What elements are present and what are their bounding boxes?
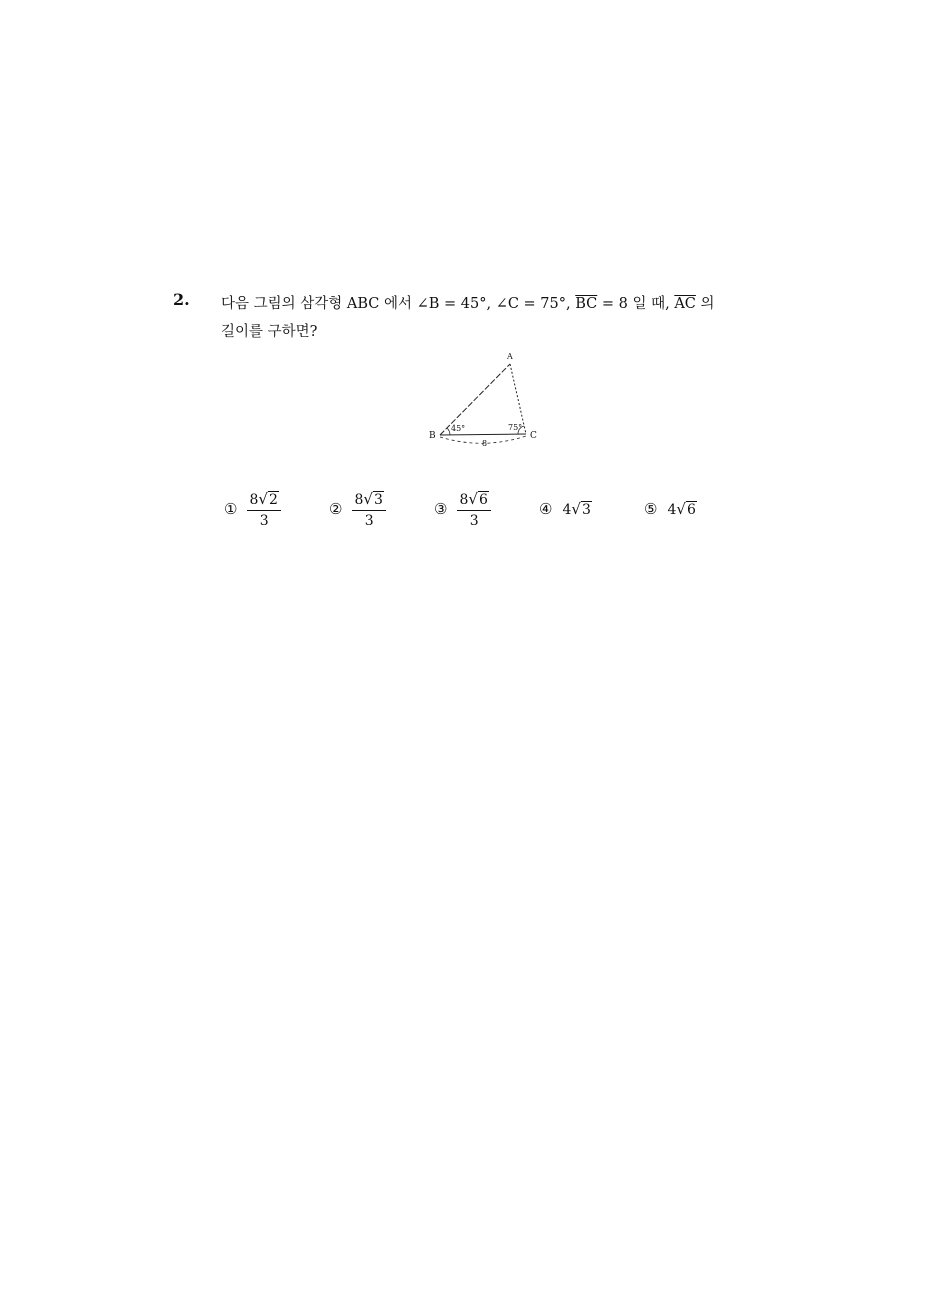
sqrt-icon: √ bbox=[571, 500, 581, 518]
choice-1-fraction bbox=[247, 490, 280, 529]
question-text bbox=[221, 290, 761, 346]
choice-5-coef: 4 bbox=[667, 502, 677, 518]
choice-3-denominator: 3 bbox=[469, 512, 479, 529]
choice-1-numerator bbox=[247, 490, 280, 511]
choice-2-marker: ② bbox=[329, 500, 343, 518]
side-bc-length-label: 8 bbox=[482, 439, 488, 448]
question-line-2: 길이를 구하면? bbox=[221, 324, 318, 340]
side-bc bbox=[440, 434, 526, 435]
choice-4[interactable] bbox=[539, 486, 592, 532]
choice-5-marker: ⑤ bbox=[644, 500, 658, 518]
sqrt-icon: √ bbox=[468, 489, 478, 508]
question-part-3: 의 bbox=[695, 296, 715, 312]
vertex-b-label: B bbox=[429, 431, 436, 441]
choice-1-marker: ① bbox=[224, 500, 238, 518]
choice-2-denominator: 3 bbox=[364, 512, 374, 529]
choice-4-coef: 4 bbox=[562, 502, 572, 518]
choice-3-coef: 8 bbox=[459, 491, 469, 508]
choice-4-value bbox=[562, 500, 591, 518]
choice-2-fraction bbox=[352, 490, 385, 529]
segment-ac: $\overline{AC}$ bbox=[674, 296, 696, 312]
question-part-2: = 8 일 때, bbox=[597, 296, 675, 312]
choice-3[interactable] bbox=[434, 486, 491, 532]
problem-number: 2. bbox=[173, 290, 190, 309]
vertex-c-label: C bbox=[530, 431, 537, 441]
sqrt-icon: √ bbox=[258, 489, 268, 508]
choice-5[interactable] bbox=[644, 486, 697, 532]
choice-1-denominator: 3 bbox=[259, 512, 269, 529]
choice-1-radicand: 2 bbox=[268, 491, 278, 508]
choice-1[interactable] bbox=[224, 486, 281, 532]
choice-3-numerator bbox=[457, 490, 490, 511]
choice-3-radicand: 6 bbox=[478, 491, 488, 508]
segment-bc: $\overline{BC}$ bbox=[575, 296, 598, 312]
question-line-1 bbox=[221, 290, 761, 318]
question-part-1: 다음 그림의 삼각형 ABC 에서 ∠B = 45°, ∠C = 75°, bbox=[221, 296, 576, 312]
choice-2-radicand: 3 bbox=[373, 491, 383, 508]
vertex-a-label: A bbox=[507, 352, 513, 361]
answer-choices bbox=[224, 486, 744, 532]
angle-c-label: 75° bbox=[508, 423, 523, 432]
angle-b-arc bbox=[447, 428, 450, 435]
choice-4-marker: ④ bbox=[539, 500, 553, 518]
choice-2-numerator bbox=[352, 490, 385, 511]
choice-2[interactable] bbox=[329, 486, 386, 532]
choice-5-value bbox=[667, 500, 696, 518]
choice-3-marker: ③ bbox=[434, 500, 448, 518]
choice-3-fraction bbox=[457, 490, 490, 529]
sqrt-icon: √ bbox=[363, 489, 373, 508]
choice-5-radicand: 6 bbox=[686, 502, 696, 518]
triangle-figure bbox=[420, 346, 550, 450]
triangle-diagram bbox=[420, 346, 550, 450]
sqrt-icon: √ bbox=[676, 500, 686, 518]
choice-4-radicand: 3 bbox=[581, 502, 591, 518]
choice-1-coef: 8 bbox=[249, 491, 259, 508]
choice-2-coef: 8 bbox=[354, 491, 364, 508]
angle-b-label: 45° bbox=[451, 424, 466, 433]
